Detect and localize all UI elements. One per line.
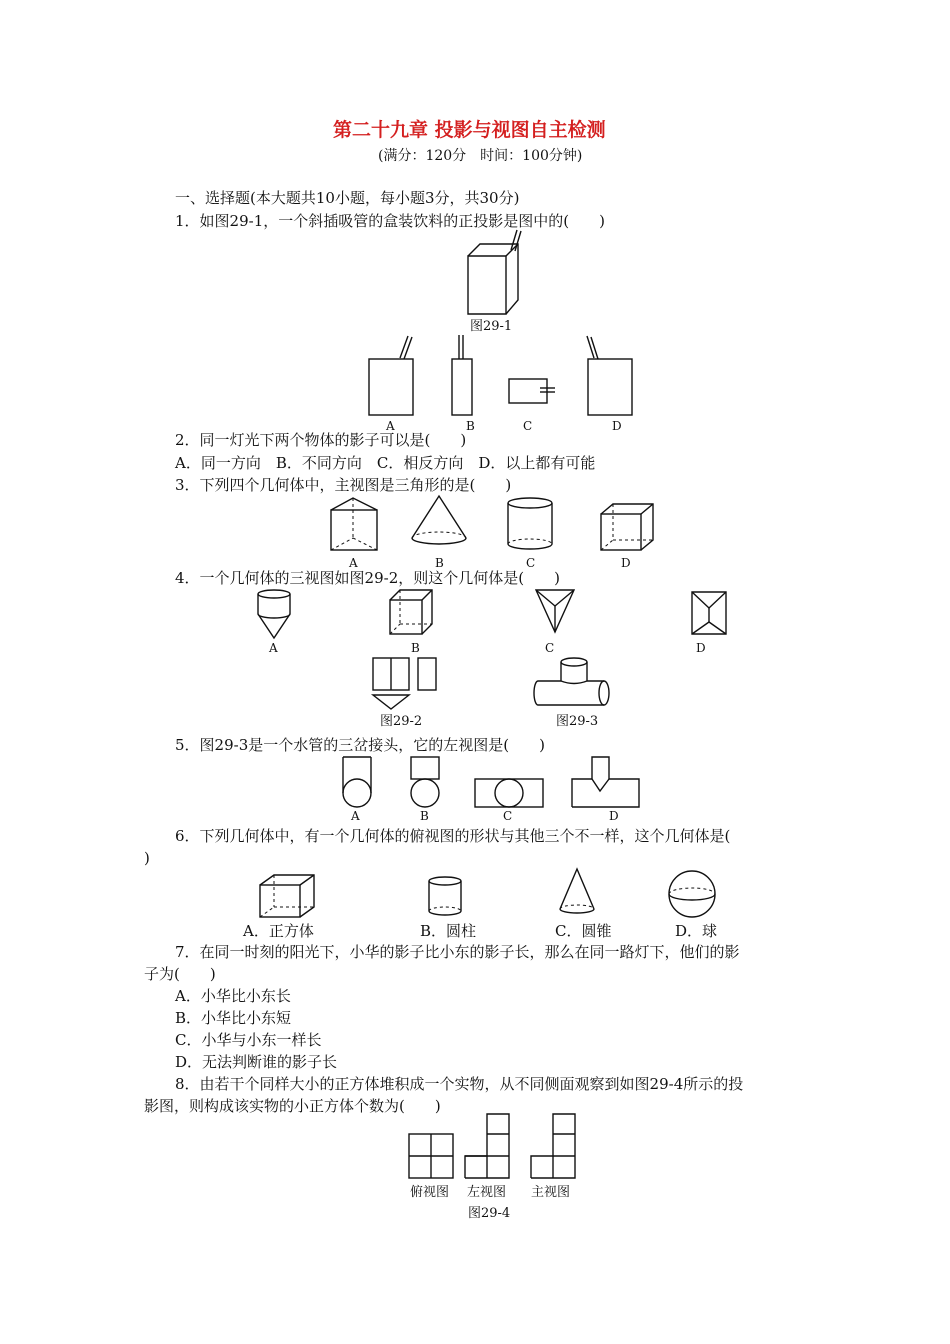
q6-solids-figure	[250, 865, 720, 921]
fig-29-3-caption: 图29-3	[556, 714, 599, 729]
q4-option-d-label: D	[696, 641, 706, 655]
q4-option-a-label: A	[269, 641, 278, 655]
q7-stem-line2: 子为( )	[144, 965, 216, 983]
q8-top-view-label: 俯视图	[410, 1185, 450, 1200]
q3-option-a-label: A	[349, 556, 358, 570]
fig-29-2-three-views	[370, 655, 442, 711]
q1-option-a-label: A	[386, 419, 395, 433]
q5-stem: 5．图29-3是一个水管的三岔接头，它的左视图是( )	[175, 736, 545, 754]
q8-left-view-label: 左视图	[467, 1185, 507, 1200]
q5-option-a-label: A	[351, 809, 360, 823]
q2-stem: 2．同一灯光下两个物体的影子可以是( )	[175, 431, 467, 449]
q4-stem: 4．一个几何体的三视图如图29-2，则这个几何体是( )	[175, 569, 560, 587]
q5-option-d-label: D	[609, 809, 619, 823]
fig-29-2-caption: 图29-2	[380, 714, 423, 729]
fig-29-3-pipe-tee	[530, 655, 620, 713]
fig-29-4-projection-views	[405, 1112, 580, 1180]
q8-front-view-label: 主视图	[531, 1185, 571, 1200]
q3-option-b-label: B	[435, 556, 444, 570]
q4-option-c-label: C	[545, 641, 555, 655]
q6-option-b: B．圆柱	[420, 922, 477, 940]
q8-stem-line1: 8．由若干个同样大小的正方体堆积成一个实物，从不同侧面观察到如图29-4所示的投	[175, 1075, 744, 1093]
section-heading: 一、选择题(本大题共10小题，每小题3分，共30分)	[175, 189, 520, 207]
q1-drink-box-figure	[460, 230, 530, 320]
q1-option-b-label: B	[466, 419, 475, 433]
q5-option-c-label: C	[503, 809, 513, 823]
q5-options-figure	[335, 753, 655, 809]
q7-option-b: B．小华比小东短	[175, 1009, 292, 1027]
q3-solids-figure	[320, 494, 660, 556]
q1-options-figure	[360, 333, 650, 418]
q4-options-figure	[250, 588, 740, 640]
q3-option-c-label: C	[526, 556, 536, 570]
q8-stem-line2: 影图，则构成该实物的小正方体个数为( )	[144, 1097, 441, 1115]
q3-stem: 3．下列四个几何体中，主视图是三角形的是( )	[175, 476, 512, 494]
q4-option-b-label: B	[411, 641, 420, 655]
page-subtitle: (满分：120分 时间：100分钟)	[378, 148, 583, 164]
q1-option-d-label: D	[612, 419, 622, 433]
q7-option-a: A．小华比小东长	[175, 987, 291, 1005]
q8-figure-caption: 图29-4	[468, 1206, 511, 1221]
q7-option-d: D．无法判断谁的影子长	[175, 1053, 338, 1071]
q5-option-b-label: B	[420, 809, 429, 823]
q6-stem-line2: )	[144, 849, 150, 867]
page-title: 第二十九章 投影与视图自主检测	[333, 119, 606, 141]
q7-stem-line1: 7．在同一时刻的阳光下，小华的影子比小东的影子长，那么在同一路灯下，他们的影	[175, 943, 740, 961]
q6-stem-line1: 6．下列几何体中，有一个几何体的俯视图的形状与其他三个不一样，这个几何体是(	[175, 827, 731, 845]
q3-option-d-label: D	[621, 556, 631, 570]
q7-option-c: C．小华与小东一样长	[175, 1031, 322, 1049]
q6-option-d: D．球	[675, 922, 718, 940]
q6-option-a: A．正方体	[243, 922, 314, 940]
q1-option-c-label: C	[523, 419, 533, 433]
q6-option-c: C．圆锥	[555, 922, 612, 940]
q1-figure-caption: 图29-1	[470, 319, 513, 334]
q1-stem: 1．如图29-1，一个斜插吸管的盒装饮料的正投影是图中的( )	[175, 212, 605, 230]
q2-options: A．同一方向 B．不同方向 C．相反方向 D．以上都有可能	[175, 454, 596, 472]
